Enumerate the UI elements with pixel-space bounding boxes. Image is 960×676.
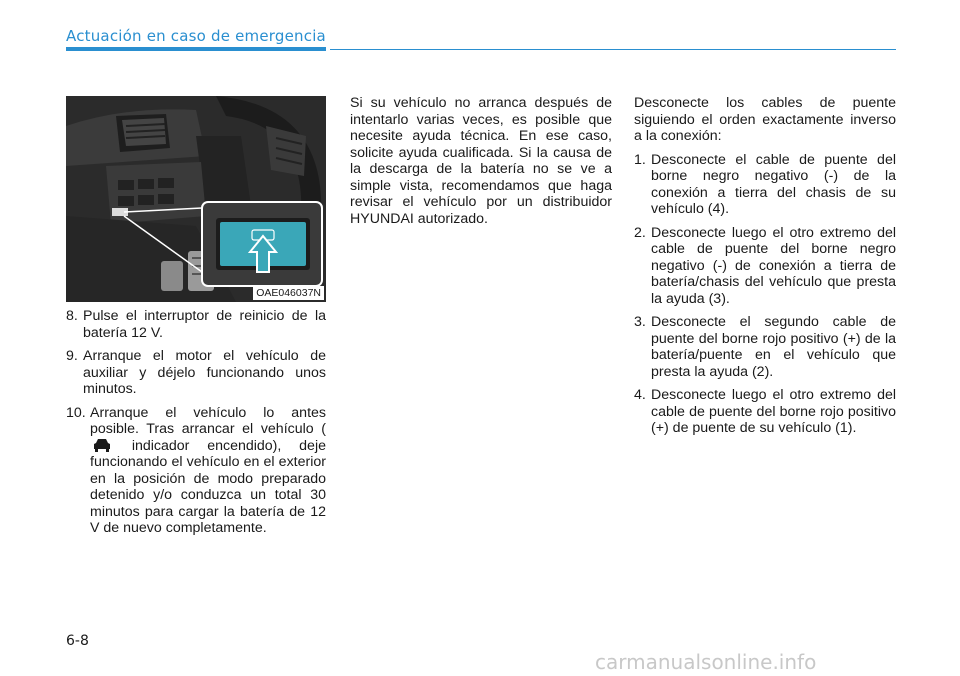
header-accent-bar xyxy=(66,47,326,51)
list-item xyxy=(66,405,326,537)
header-rule xyxy=(330,49,896,50)
item-text: Desconecte el cable de puente del borne negro negativo (-) de la conexión a tierra del chasis de su vehículo (4). xyxy=(651,151,896,217)
figure-code-label: OAE046037N xyxy=(253,286,324,300)
item-text: Arranque el motor el vehículo de auxiliar y déjelo funcionando unos minutos. xyxy=(83,348,326,397)
item-number: 1. xyxy=(634,151,646,168)
item-number: 2. xyxy=(634,224,646,241)
list-item xyxy=(66,348,326,398)
item-text: Desconecte el segundo cable de puente del borne rojo positivo (+) de la batería/puente en el vehículo que presta la ayuda (2). xyxy=(651,314,896,380)
item-text-before: Arranque el vehículo lo antes posible. Tras arrancar el vehículo ( xyxy=(90,404,326,437)
item-text-after: indicador encendido), deje funcionando el vehículo en el exterior en la posición de modo preparado detenido y/o conduzca un total 30 minutos para cargar la batería de 12 V de nuevo completamente. xyxy=(90,437,326,536)
list-item xyxy=(634,225,896,308)
column-1 xyxy=(66,308,326,544)
item-text: Desconecte luego el otro extremo del cable de puente del borne rojo positivo (+) de puente de su vehículo (1). xyxy=(651,387,896,436)
list-item xyxy=(66,308,326,341)
dashboard-illustration xyxy=(66,96,326,302)
item-number: 9. xyxy=(66,348,78,364)
item-text: Desconecte luego el otro extremo del cable de puente del borne negro negativo (-) de conexión a tierra de batería/chasis del vehículo que presta la ayuda (3). xyxy=(651,224,896,307)
item-text: Pulse el interruptor de reinicio de la batería 12 V. xyxy=(83,308,326,341)
intro-paragraph: Desconecte los cables de puente siguiendo el orden exactamente inverso a la conexión: xyxy=(634,95,896,144)
item-number: 3. xyxy=(634,314,646,330)
list-item xyxy=(634,387,896,437)
section-header-title: Actuación en caso de emergencia xyxy=(66,27,326,45)
item-number: 8. xyxy=(66,308,78,324)
page-number: 6-8 xyxy=(66,633,89,649)
car-ready-icon xyxy=(92,438,112,452)
watermark: carmanualsonline.info xyxy=(595,650,817,674)
item-number: 10. xyxy=(66,404,86,421)
list-item xyxy=(634,314,896,380)
item-number: 4. xyxy=(634,387,646,403)
list-item xyxy=(634,152,896,218)
column-3 xyxy=(634,95,896,444)
column-2 xyxy=(350,95,612,227)
advice-paragraph: Si su vehículo no arranca después de intentarlo varias veces, es posible que necesite ayuda técnica. En ese caso, solicite ayuda cualificada. Si la causa de la descarga de la batería no se ve a simple vista, recomendamos que haga revisar el vehículo por un distribuidor HYUNDAI autorizado. xyxy=(350,95,612,227)
